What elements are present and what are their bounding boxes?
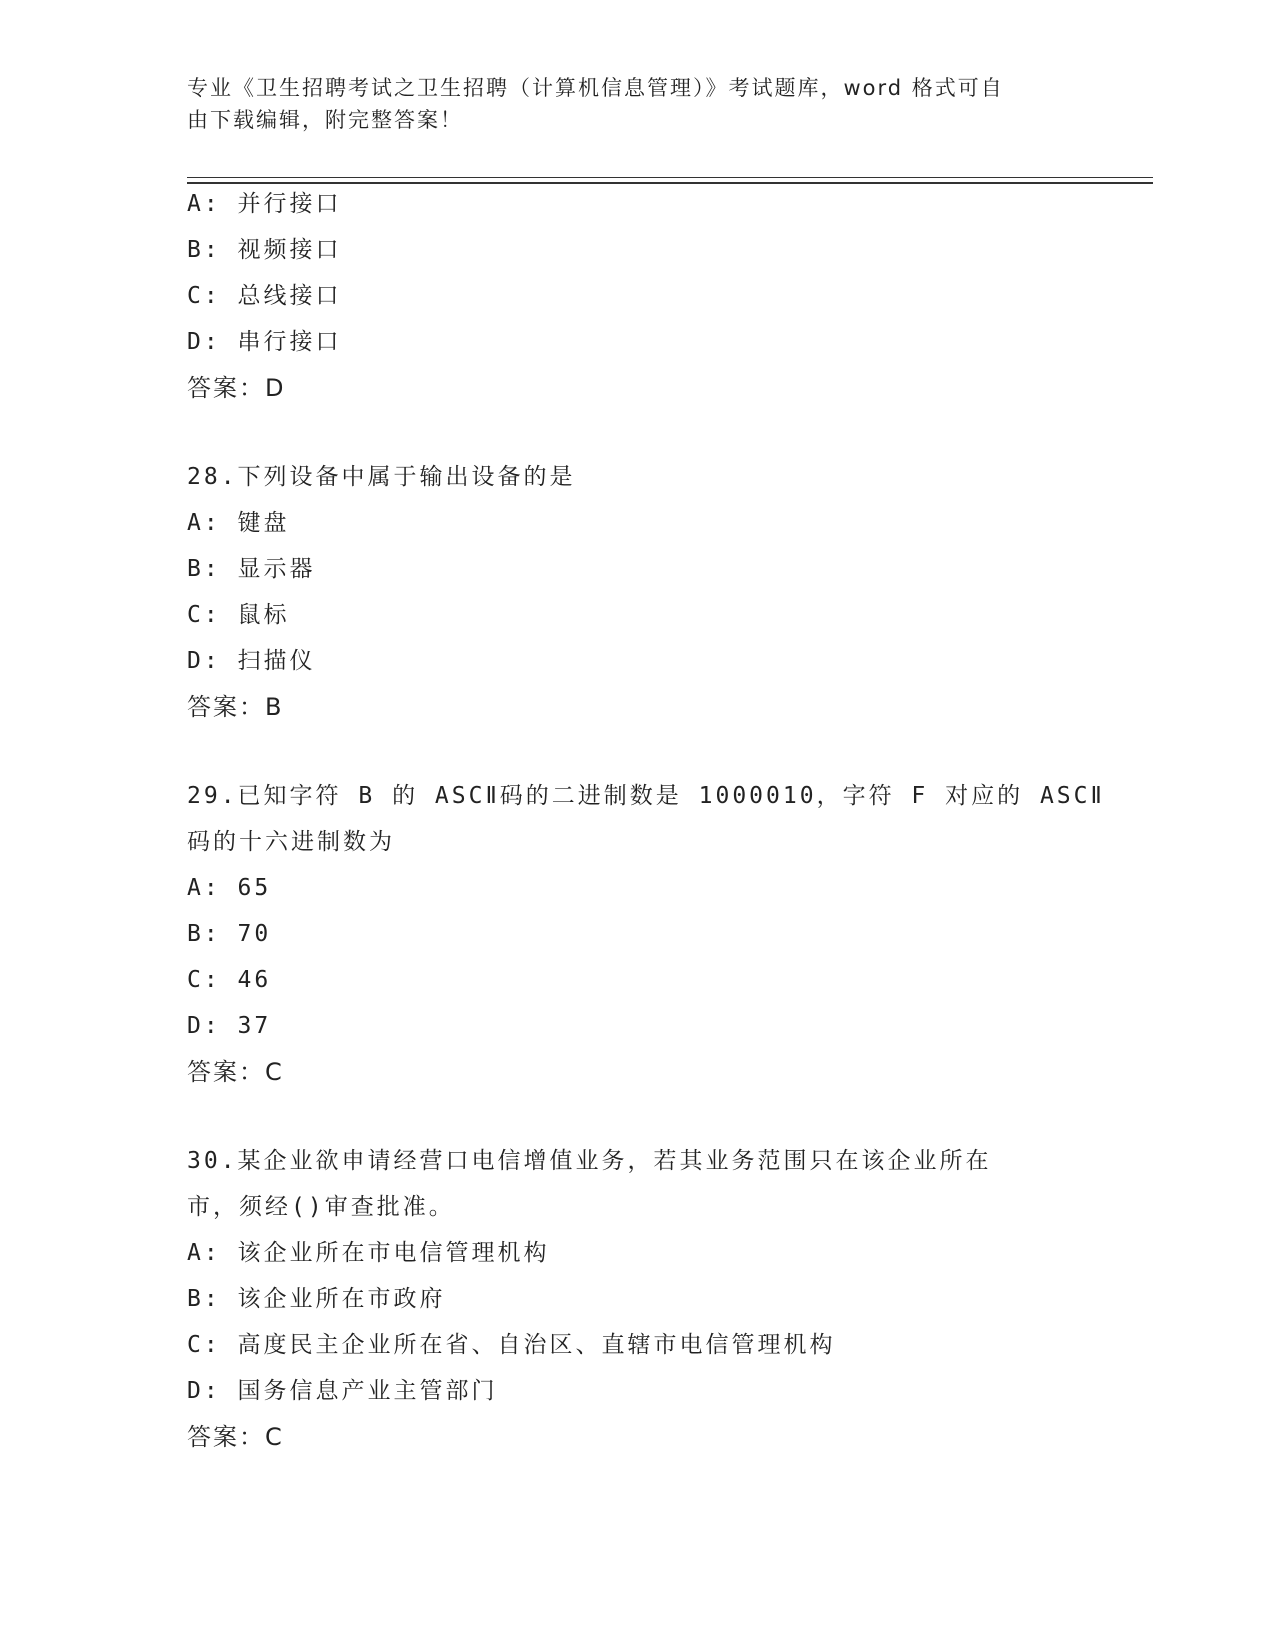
question-block-27 [187, 189, 1087, 419]
header-divider-thin [187, 177, 1153, 178]
answer-line: 答案：D [187, 374, 286, 402]
document-header [187, 72, 1067, 136]
option-c: C: 46 [187, 967, 272, 993]
question-text: 30.某企业欲申请经营口电信增值业务，若其业务范围只在该企业所在 [187, 1148, 992, 1174]
option-d: D: 国务信息产业主管部门 [187, 1378, 498, 1404]
option-c: C: 高度民主企业所在省、自治区、直辖市电信管理机构 [187, 1332, 836, 1358]
answer-line: 答案：B [187, 693, 284, 721]
option-c: C: 总线接口 [187, 283, 342, 309]
option-d: D: 串行接口 [187, 329, 342, 355]
question-text: 28.下列设备中属于输出设备的是 [187, 464, 576, 490]
option-b: B: 70 [187, 921, 272, 947]
option-a: A: 65 [187, 875, 272, 901]
option-d: D: 37 [187, 1013, 272, 1039]
option-b: B: 该企业所在市政府 [187, 1286, 446, 1312]
option-b: B: 显示器 [187, 556, 316, 582]
question-text: 29.已知字符 B 的 ASCⅡ码的二进制数是 1000010，字符 F 对应的 ASCⅡ [187, 783, 1105, 809]
question-text-continued: 码的十六进制数为 [187, 829, 395, 855]
option-c: C: 鼠标 [187, 602, 290, 628]
option-a: A: 键盘 [187, 510, 290, 536]
header-divider-thick [187, 182, 1153, 184]
answer-line: 答案：C [187, 1423, 284, 1451]
header-line-1: 专业《卫生招聘考试之卫生招聘（计算机信息管理）》考试题库，word 格式可自 [187, 76, 1004, 100]
question-list [187, 189, 1105, 1511]
option-a: A: 该企业所在市电信管理机构 [187, 1240, 550, 1266]
option-a: A: 并行接口 [187, 191, 342, 217]
question-block-28 [187, 462, 1087, 738]
option-b: B: 视频接口 [187, 237, 342, 263]
question-block-30 [187, 1146, 1087, 1468]
option-d: D: 扫描仪 [187, 648, 316, 674]
header-line-2: 由下载编辑，附完整答案！ [187, 108, 463, 132]
question-block-29 [187, 781, 1105, 1103]
answer-line: 答案：C [187, 1058, 284, 1086]
question-text-continued: 市，须经()审查批准。 [187, 1194, 455, 1220]
